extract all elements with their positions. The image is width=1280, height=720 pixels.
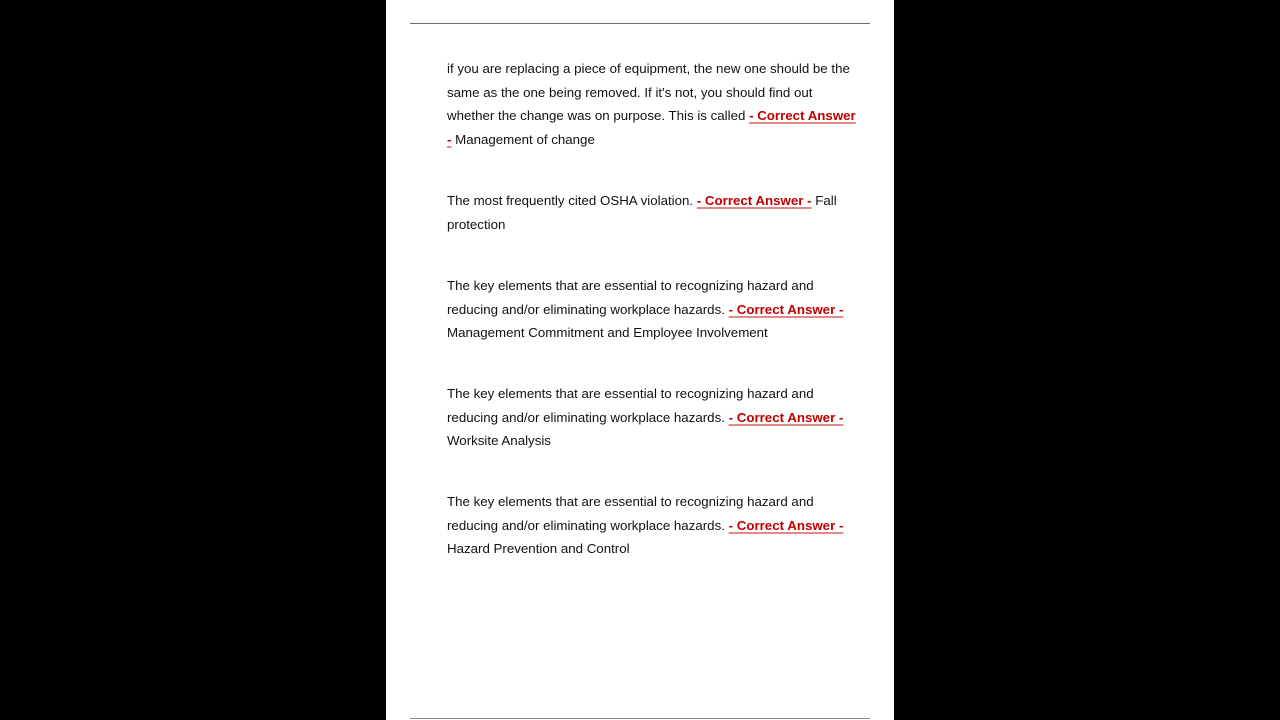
answer-text: Fall protection bbox=[447, 193, 837, 232]
qa-entry-2 bbox=[447, 189, 857, 236]
question-text: if you are replacing a piece of equipment, the new one should be the same as the one being removed. If it's not, you should find out whether the change was on purpose. This is called bbox=[447, 61, 850, 124]
question-text: The key elements that are essential to recognizing hazard and reducing and/or eliminating workplace hazards. bbox=[447, 494, 814, 533]
correct-answer-tag: - Correct Answer - bbox=[728, 301, 844, 317]
qa-entry-1 bbox=[447, 57, 857, 152]
header-rule bbox=[410, 23, 870, 24]
answer-text: Worksite Analysis bbox=[447, 433, 551, 449]
answer-text: Management Commitment and Employee Involvement bbox=[447, 325, 768, 341]
correct-answer-tag: - Correct Answer - bbox=[696, 193, 812, 208]
footer-rule bbox=[410, 718, 870, 719]
qa-entry-3 bbox=[447, 274, 857, 345]
answer-text: Hazard Prevention and Control bbox=[447, 541, 630, 557]
qa-entry-5 bbox=[447, 490, 857, 561]
correct-answer-tag: - Correct Answer - bbox=[728, 517, 844, 533]
question-text: The most frequently cited OSHA violation. bbox=[447, 193, 697, 208]
correct-answer-tag: - Correct Answer - bbox=[728, 409, 844, 425]
qa-entry-4 bbox=[447, 382, 857, 453]
question-text: The key elements that are essential to recognizing hazard and reducing and/or eliminating workplace hazards. bbox=[447, 386, 814, 425]
question-text: The key elements that are essential to recognizing hazard and reducing and/or eliminating workplace hazards. bbox=[447, 278, 814, 317]
document-page bbox=[386, 0, 894, 720]
answer-text: Management of change bbox=[451, 132, 595, 148]
correct-answer-tag: - Correct Answer - bbox=[447, 108, 856, 148]
